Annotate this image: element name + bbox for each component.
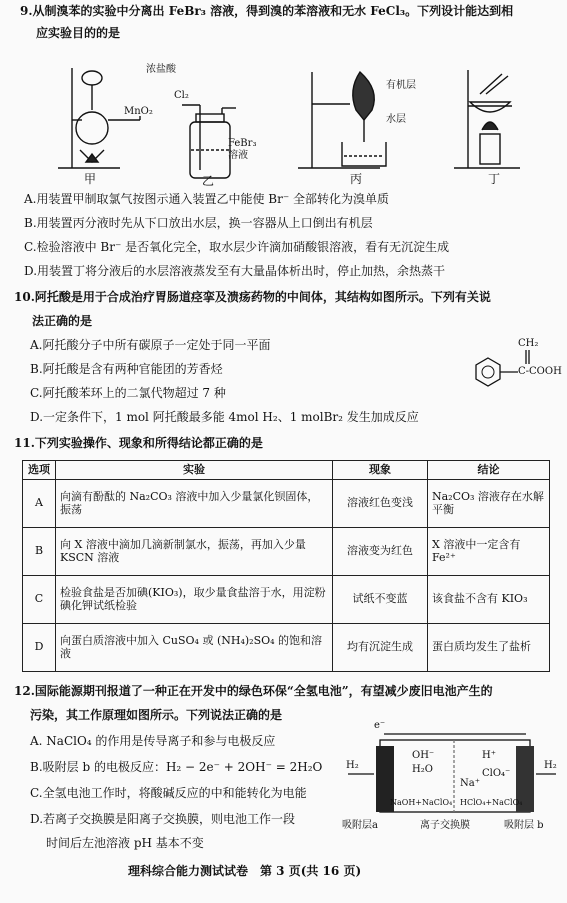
th-conclusion: 结论 — [428, 461, 550, 480]
q10-option-c: C.阿托酸苯环上的二氯代物超过 7 种 — [30, 386, 226, 400]
label-febr3: FeBr₃ — [228, 138, 257, 149]
q12-option-d-cont: 时间后左池溶液 pH 基本不变 — [46, 836, 204, 850]
structure-cooh: C-COOH — [518, 366, 562, 377]
cell-phenomenon: 溶液变为红色 — [333, 527, 428, 575]
label-electron-left: e⁻ — [374, 720, 386, 731]
label-clo4: ClO₄⁻ — [482, 768, 511, 779]
label-cl2: Cl₂ — [174, 90, 189, 101]
label-h2-right: H₂ — [544, 760, 557, 771]
label-yi: 乙 — [202, 174, 215, 188]
q12-option-c: C.全氢电池工作时，将酸碱反应的中和能转化为电能 — [30, 786, 307, 800]
label-conc-hcl: 浓盐酸 — [146, 64, 176, 75]
label-ding: 丁 — [488, 172, 501, 186]
q11-table — [22, 460, 550, 672]
cell-conclusion: X 溶液中一定含有 Fe²⁺ — [428, 527, 550, 575]
label-mno2: MnO₂ — [124, 106, 153, 117]
label-na: Na⁺ — [460, 778, 480, 789]
page-footer: 理科综合能力测试试卷 第 3 页(共 16 页) — [128, 864, 362, 878]
q12-battery-figure — [340, 720, 560, 840]
q10-option-b: B.阿托酸是含有两种官能团的芳香烃 — [30, 362, 223, 376]
cell-phenomenon: 试纸不变蓝 — [333, 575, 428, 623]
label-membrane: 离子交换膜 — [420, 820, 470, 831]
q9-option-d: D.用装置丁将分液后的水层溶液蒸发至有大量晶体析出时，停止加热，余热蒸干 — [24, 264, 446, 278]
apparatus-ding — [454, 70, 520, 168]
label-h2o: H₂O — [412, 764, 433, 775]
q9-option-b: B.用装置丙分液时先从下口放出水层，换一容器从上口倒出有机层 — [24, 216, 373, 230]
cell-option: C — [23, 575, 56, 623]
cell-experiment: 检验食盐是否加碘(KIO₃)，取少量食盐溶于水，用淀粉碘化钾试纸检验 — [56, 575, 333, 623]
cell-conclusion: 该食盐不含有 KIO₃ — [428, 575, 550, 623]
cell-experiment: 向滴有酚酞的 Na₂CO₃ 溶液中加入少量氯化钡固体，振荡 — [56, 479, 333, 527]
cell-phenomenon: 均有沉淀生成 — [333, 623, 428, 671]
label-oh: OH⁻ — [412, 750, 435, 761]
table-row — [23, 623, 550, 671]
cell-conclusion: 蛋白质均发生了盐析 — [428, 623, 550, 671]
label-layer-a: 吸附层a — [342, 820, 378, 831]
label-layer-b: 吸附层 b — [504, 820, 544, 831]
q9-apparatus-figure — [50, 50, 530, 190]
cell-experiment: 向蛋白质溶液中加入 CuSO₄ 或 (NH₄)₂SO₄ 的饱和溶液 — [56, 623, 333, 671]
label-naoh: NaOH+NaClO₄ — [390, 798, 453, 807]
q10-stem-line2: 法正确的是 — [32, 314, 93, 328]
q11-stem: 11.下列实验操作、现象和所得结论都正确的是 — [14, 436, 263, 450]
table-header-row — [23, 461, 550, 480]
cell-phenomenon: 溶液红色变浅 — [333, 479, 428, 527]
q12-option-a: A. NaClO₄ 的作用是传导离子和参与电极反应 — [30, 734, 276, 748]
label-bing: 丙 — [350, 172, 363, 186]
table-row — [23, 527, 550, 575]
label-h-plus: H⁺ — [482, 750, 496, 761]
q12-stem-line2: 污染，其工作原理如图所示。下列说法正确的是 — [30, 708, 283, 722]
table-row — [23, 575, 550, 623]
label-organic-layer: 有机层 — [386, 80, 416, 91]
cell-option: B — [23, 527, 56, 575]
label-febr3-solution: 溶液 — [228, 150, 248, 161]
q12-option-d: D.若离子交换膜是阳离子交换膜，则电池工作一段 — [30, 812, 296, 826]
label-jia: 甲 — [84, 172, 97, 186]
atropic-acid-structure — [470, 336, 562, 396]
q10-option-a: A.阿托酸分子中所有碳原子一定处于同一平面 — [30, 338, 271, 352]
apparatus-drawing — [50, 50, 530, 190]
q9-option-a: A.用装置甲制取氯气按图示通入装置乙中能使 Br⁻ 全部转化为溴单质 — [24, 192, 390, 206]
th-experiment: 实验 — [56, 461, 333, 480]
label-hclo4: HClO₄+NaClO₄ — [460, 798, 523, 807]
th-option: 选项 — [23, 461, 56, 480]
label-water-layer: 水层 — [386, 114, 406, 125]
q12-stem-line1: 12.国际能源期刊报道了一种正在开发中的绿色环保“全氢电池”，有望减少废旧电池产生的 — [14, 684, 493, 698]
q10-stem-line1: 10.阿托酸是用于合成治疗胃肠道痉挛及溃疡药物的中间体，其结构如图所示。下列有关说 — [14, 290, 491, 304]
cell-option: D — [23, 623, 56, 671]
label-h2-left: H₂ — [346, 760, 359, 771]
q9-stem-line1: 9.从制溴苯的实验中分离出 FeBr₃ 溶液，得到溴的苯溶液和无水 FeCl₃。下列设计能达到相 — [20, 4, 514, 18]
structure-ch2: CH₂ — [518, 338, 539, 349]
table-row — [23, 479, 550, 527]
q10-option-d: D.一定条件下，1 mol 阿托酸最多能 4mol H₂、1 molBr₂ 发生加成反应 — [30, 410, 419, 424]
q9-option-c: C.检验溶液中 Br⁻ 是否氧化完全，取水层少许滴加硝酸银溶液，看有无沉淀生成 — [24, 240, 450, 254]
apparatus-bing — [298, 72, 386, 168]
q9-stem-line2: 应实验目的的是 — [36, 26, 121, 40]
th-phenomenon: 现象 — [333, 461, 428, 480]
cell-experiment: 向 X 溶液中滴加几滴新制氯水，振荡，再加入少量 KSCN 溶液 — [56, 527, 333, 575]
cell-option: A — [23, 479, 56, 527]
cell-conclusion: Na₂CO₃ 溶液存在水解平衡 — [428, 479, 550, 527]
q12-option-b: B.吸附层 b 的电极反应：H₂ − 2e⁻ + 2OH⁻ = 2H₂O — [30, 760, 323, 774]
